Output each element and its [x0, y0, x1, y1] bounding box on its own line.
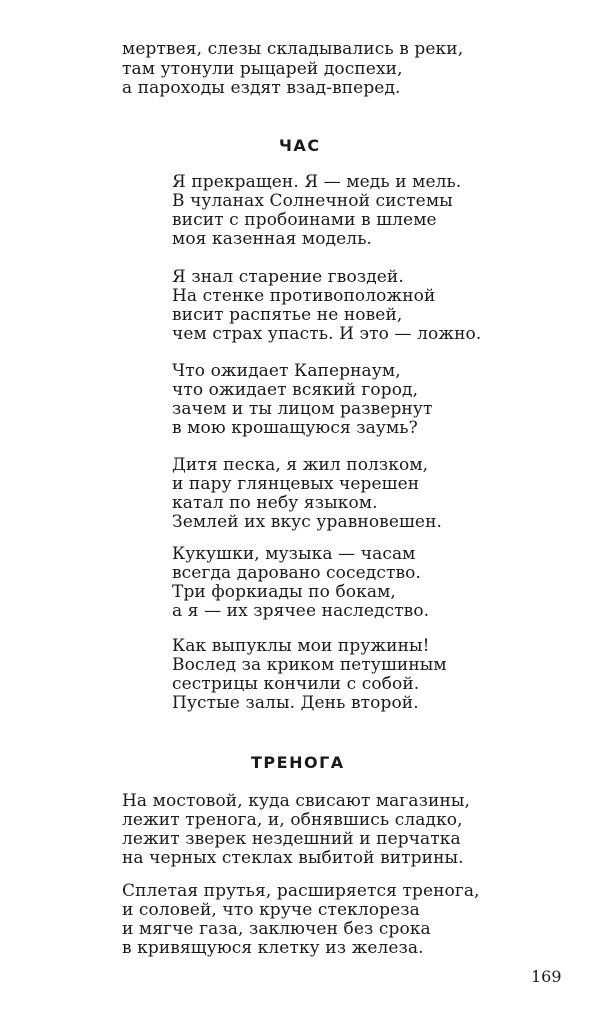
- page-number: 169: [531, 967, 562, 986]
- text-line: На мостовой, куда свисают магазины,: [122, 791, 471, 811]
- text-line: Как выпуклы мои пружины!: [172, 636, 430, 656]
- text-line: Я прекращен. Я — медь и мель.: [172, 172, 462, 192]
- text-line: всегда даровано соседство.: [172, 563, 422, 583]
- text-line: Дитя песка, я жил ползком,: [172, 455, 429, 475]
- text-line: в кривящуюся клетку из железа.: [122, 938, 424, 958]
- text-line: На стенке противоположной: [172, 286, 436, 306]
- text-line: Пустые залы. День второй.: [172, 693, 419, 713]
- text-line: лежит зверек нездешний и перчатка: [122, 829, 461, 849]
- text-line: В чуланах Солнечной системы: [172, 191, 453, 211]
- text-line: а я — их зрячее наследство.: [172, 601, 430, 621]
- text-line: висит распятье не новей,: [172, 305, 403, 325]
- text-line: Вослед за криком петушиным: [172, 655, 447, 675]
- text-line: зачем и ты лицом развернут: [172, 399, 433, 419]
- poem-title: ЧАС: [279, 136, 321, 155]
- text-line: и соловей, что круче стеклореза: [122, 900, 420, 920]
- text-line: на черных стеклах выбитой витрины.: [122, 848, 464, 868]
- text-line: Землей их вкус уравновешен.: [172, 512, 443, 532]
- text-line: Сплетая прутья, расширяется тренога,: [122, 881, 480, 901]
- text-line: что ожидает всякий город,: [172, 380, 419, 400]
- poem-title: ТРЕНОГА: [251, 753, 345, 772]
- text-line: и мягче газа, заключен без срока: [122, 919, 431, 939]
- text-line: мертвея, слезы складывались в реки,: [122, 39, 464, 59]
- text-line: а пароходы ездят взад-вперед.: [122, 78, 401, 98]
- text-line: Три форкиады по бокам,: [172, 582, 396, 602]
- text-line: и пару глянцевых черешен: [172, 474, 420, 494]
- text-line: Я знал старение гвоздей.: [172, 267, 404, 287]
- text-line: в мою крошащуюся заумь?: [172, 418, 418, 438]
- text-line: чем страх упасть. И это — ложно.: [172, 324, 482, 344]
- text-line: висит с пробоинами в шлеме: [172, 210, 437, 230]
- text-line: моя казенная модель.: [172, 229, 373, 249]
- text-line: Кукушки, музыка — часам: [172, 544, 416, 564]
- text-line: Что ожидает Капернаум,: [172, 361, 401, 381]
- text-line: лежит тренога, и, обнявшись сладко,: [122, 810, 463, 830]
- text-line: сестрицы кончили с собой.: [172, 674, 420, 694]
- text-line: катал по небу языком.: [172, 493, 378, 513]
- text-line: там утонули рыцарей доспехи,: [122, 59, 403, 79]
